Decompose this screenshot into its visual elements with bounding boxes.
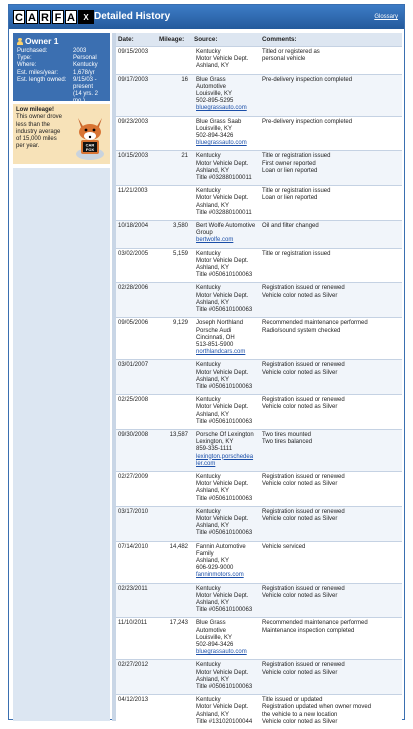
comment-line: Title or registration issued	[262, 188, 331, 195]
source-line: Motor Vehicle Dept.	[196, 369, 249, 376]
cell-mileage	[155, 660, 192, 694]
cell-date: 02/23/2011	[118, 585, 148, 592]
owner-field-row	[17, 77, 106, 84]
source-line: Motor Vehicle Dept.	[196, 257, 249, 264]
carfox-mascot-icon	[72, 110, 108, 162]
comment-line: Vehicle serviced	[262, 543, 306, 550]
cell-date: 02/27/2012	[118, 662, 149, 669]
source-website-link[interactable]: bluegrassauto.com	[196, 105, 247, 112]
source-line: Kentucky	[196, 153, 221, 160]
source-website-link[interactable]: northlandcars.com	[196, 349, 246, 356]
header-date: Date:	[118, 36, 134, 43]
logo-letter: A	[65, 10, 77, 24]
low-mileage-line: per year.	[16, 143, 40, 150]
table-row	[116, 429, 402, 471]
source-line: Ashland, KY	[196, 523, 230, 530]
comment-line: Vehicle color noted as Silver	[262, 669, 338, 676]
source-website-link[interactable]: bluegrassauto.com	[196, 140, 247, 147]
cell-comments	[260, 395, 402, 429]
cell-comments	[260, 47, 402, 74]
source-line: Title #050610100063	[196, 383, 253, 390]
cell-mileage: 13,587	[169, 431, 188, 438]
cell-mileage	[155, 695, 192, 729]
source-line: Blue Grass	[196, 620, 226, 627]
source-line: Ashland, KY	[196, 676, 230, 683]
cell-date: 07/14/2010	[118, 543, 149, 550]
source-line: Title #050610100063	[196, 272, 253, 279]
cell-mileage	[155, 117, 192, 151]
owner-field-value: 1,678/yr	[73, 69, 95, 76]
cell-comments	[260, 75, 402, 116]
cell-date: 09/05/2006	[118, 320, 149, 327]
low-mileage-line: This owner drove	[16, 114, 63, 121]
table-row	[116, 116, 402, 151]
source-line: Automotive	[196, 83, 227, 90]
source-line: Title #131020100044	[196, 718, 253, 725]
comment-line: Registration issued or renewed	[262, 662, 345, 669]
cell-comments	[260, 695, 402, 729]
cell-date: 10/15/2003	[118, 153, 149, 160]
comment-line: Two tires mounted	[262, 431, 312, 438]
cell-mileage	[155, 395, 192, 429]
comment-line: Pre-delivery inspection completed	[262, 76, 353, 83]
source-line: Motor Vehicle Dept.	[196, 404, 249, 411]
table-row	[116, 694, 402, 729]
page-title: Detailed History	[94, 11, 171, 22]
low-mileage-text	[16, 114, 74, 150]
owner-field-value: present	[73, 84, 94, 91]
source-line: Title #050610100063	[196, 307, 253, 314]
source-line: Cincinnati, OH	[196, 334, 235, 341]
comment-line: Loan or lien reported	[262, 195, 318, 202]
source-line: Motor Vehicle Dept.	[196, 56, 249, 63]
cell-source	[192, 660, 260, 694]
cell-date: 03/17/2010	[118, 508, 149, 515]
logo-letter: A	[26, 10, 38, 24]
source-line: Kentucky	[196, 49, 221, 55]
comment-line: the vehicle to a new location	[262, 711, 338, 718]
owner-field-label	[17, 84, 73, 91]
owner-fields	[17, 48, 106, 106]
source-line: Title #032880100011	[196, 175, 252, 182]
cell-mileage	[155, 472, 192, 506]
owner-field-label: Type:	[17, 55, 32, 62]
owner-title: Owner 1	[25, 36, 59, 46]
source-line: Kentucky	[196, 397, 221, 404]
source-website-link[interactable]: bertwolfe.com	[196, 237, 234, 244]
owner-field-row	[17, 48, 106, 55]
table-header	[116, 33, 402, 46]
source-line: Title #050610100063	[196, 530, 253, 537]
owner-field-label: Purchased:	[17, 48, 48, 54]
table-row	[116, 359, 402, 394]
comment-line: Radio/sound system checked	[262, 327, 341, 334]
source-website-link[interactable]: fanninmotors.com	[196, 572, 244, 579]
table-row	[116, 317, 402, 359]
owner-field-row	[17, 62, 106, 69]
owner-field-label: Est. length owned:	[17, 76, 67, 83]
cell-mileage	[155, 584, 192, 618]
comment-line: Two tires balanced	[262, 439, 313, 446]
low-mileage-line: of 15,000 miles	[16, 136, 57, 143]
source-line: Title #050610100063	[196, 607, 253, 614]
source-line: Porsche Audi	[196, 327, 232, 334]
comment-line: Registration issued or renewed	[262, 585, 345, 592]
source-line: Ashland, KY	[196, 488, 230, 495]
table-row	[116, 220, 402, 248]
left-column-background	[13, 168, 110, 721]
comment-line: Registration updated when owner moved	[262, 704, 372, 711]
header-comments: Comments:	[262, 36, 297, 43]
owner-field-label: Where:	[17, 62, 37, 69]
table-row	[116, 74, 402, 116]
owner-field-value: Personal	[73, 55, 97, 62]
source-line: Title #050610100063	[196, 418, 253, 425]
source-line: Ashland, KY	[196, 411, 230, 418]
cell-source	[192, 186, 260, 220]
source-line: 502-894-3426	[196, 642, 234, 649]
cell-mileage: 16	[181, 76, 188, 83]
cell-date: 09/15/2003	[118, 49, 149, 55]
source-line: Ashland, KY	[196, 202, 230, 209]
cell-mileage	[155, 507, 192, 541]
comment-line: Title or registration issued	[262, 153, 331, 160]
cell-mileage: 21	[181, 153, 188, 160]
owner-field-label: Est. miles/year:	[17, 69, 59, 76]
comment-line: Registration issued or renewed	[262, 285, 345, 292]
source-line: Fannin Automotive	[196, 543, 246, 550]
cell-comments	[260, 618, 402, 659]
cell-mileage	[155, 283, 192, 317]
cell-source	[192, 430, 260, 471]
comment-line: Registration issued or renewed	[262, 473, 345, 480]
source-line: Group	[196, 230, 213, 237]
cell-source	[192, 151, 260, 185]
source-line: 859-335-1111	[196, 446, 233, 453]
comment-line: Vehicle color noted as Silver	[262, 718, 338, 725]
logo-letter: X	[78, 10, 94, 24]
table-row	[116, 185, 402, 220]
mascot-text-bottom: FOX	[85, 147, 95, 152]
cell-comments	[260, 151, 402, 185]
comment-line: Registration issued or renewed	[262, 508, 345, 515]
source-line: Kentucky	[196, 697, 221, 704]
cell-source	[192, 360, 260, 394]
source-line: 513-851-5900	[196, 341, 234, 348]
source-line: Joseph Northland	[196, 320, 244, 327]
comment-line: Vehicle color noted as Silver	[262, 481, 338, 488]
source-website-link[interactable]: lexington.porschedea ler.com	[196, 453, 254, 467]
cell-date: 11/10/2011	[118, 620, 148, 627]
cell-date: 09/30/2008	[118, 431, 149, 438]
source-line: Porsche Of Lexington	[196, 431, 254, 438]
source-line: Automotive	[196, 627, 227, 634]
logo-letter: F	[52, 10, 64, 24]
cell-mileage	[155, 186, 192, 220]
cell-date: 10/18/2004	[118, 223, 149, 230]
source-line: Title #050610100063	[196, 495, 253, 502]
cell-comments	[260, 507, 402, 541]
comment-line: Titled or registered as	[262, 49, 320, 55]
source-line: Motor Vehicle Dept.	[196, 515, 249, 522]
cell-source	[192, 695, 260, 729]
carfax-logo	[13, 10, 95, 24]
source-line: Ashland, KY	[196, 299, 230, 306]
source-line: Louisville, KY	[196, 634, 233, 641]
source-line: Motor Vehicle Dept.	[196, 669, 249, 676]
source-line: Ashland, KY	[196, 63, 230, 70]
cell-comments	[260, 186, 402, 220]
table-row	[116, 394, 402, 429]
comment-line: Recommended maintenance performed	[262, 620, 368, 627]
cell-mileage: 3,580	[172, 223, 188, 230]
logo-letter: C	[13, 10, 25, 24]
cell-comments	[260, 660, 402, 694]
owner-field-value: 2003	[73, 48, 87, 54]
source-line: 502-894-3426	[196, 133, 234, 140]
header-bar	[9, 5, 404, 29]
source-line: Kentucky	[196, 473, 221, 480]
cell-comments	[260, 360, 402, 394]
cell-source	[192, 584, 260, 618]
cell-mileage	[155, 360, 192, 394]
cell-date: 09/23/2003	[118, 118, 149, 125]
cell-mileage: 5,159	[172, 250, 188, 257]
table-row	[116, 471, 402, 506]
cell-mileage	[155, 47, 192, 74]
cell-comments	[260, 542, 402, 583]
report-frame	[8, 4, 405, 725]
source-line: Kentucky	[196, 662, 221, 669]
cell-comments	[260, 117, 402, 151]
source-line: Kentucky	[196, 285, 221, 292]
table-row	[116, 541, 402, 583]
cell-mileage: 9,129	[172, 320, 188, 327]
cell-mileage: 17,243	[169, 620, 188, 627]
comment-line: First owner reported	[262, 160, 316, 167]
source-line: Ashland, KY	[196, 376, 230, 383]
cell-comments	[260, 430, 402, 471]
glossary-link[interactable]: Glossary	[374, 14, 398, 20]
comment-line: Maintenance inspection completed	[262, 627, 355, 634]
cell-source	[192, 283, 260, 317]
source-line: Motor Vehicle Dept.	[196, 292, 249, 299]
comment-line: Vehicle color noted as Silver	[262, 515, 338, 522]
comment-line: Vehicle color noted as Silver	[262, 592, 338, 599]
cell-date: 03/02/2005	[118, 250, 149, 257]
owner-field-value: (14 yrs. 2 mo.)	[73, 91, 99, 105]
table-body	[116, 46, 402, 729]
comment-line: Title or registration issued	[262, 250, 331, 257]
source-line: Ashland, KY	[196, 557, 230, 564]
source-line: Motor Vehicle Dept.	[196, 160, 249, 167]
cell-comments	[260, 283, 402, 317]
cell-date: 03/01/2007	[118, 362, 149, 369]
cell-source	[192, 507, 260, 541]
table-row	[116, 506, 402, 541]
source-line: Louisville, KY	[196, 125, 233, 132]
source-line: 606-929-9000	[196, 565, 234, 572]
source-line: Kentucky	[196, 508, 221, 515]
source-line: Kentucky	[196, 250, 221, 257]
source-line: Title #050610100063	[196, 684, 253, 691]
owner-summary	[13, 33, 110, 105]
source-line: Ashland, KY	[196, 600, 230, 606]
source-website-link[interactable]: bluegrassauto.com	[196, 649, 247, 656]
cell-source	[192, 318, 260, 359]
table-row	[116, 617, 402, 659]
cell-source	[192, 249, 260, 283]
low-mileage-heading: Low mileage!	[16, 107, 55, 113]
comment-line: Pre-delivery inspection completed	[262, 118, 353, 125]
cell-date: 11/21/2003	[118, 188, 148, 195]
cell-comments	[260, 249, 402, 283]
mascot-text-top: CAR	[85, 142, 95, 148]
cell-date: 09/17/2003	[118, 76, 149, 83]
owner-field-row	[17, 55, 106, 62]
cell-date: 04/12/2013	[118, 697, 149, 704]
cell-source	[192, 117, 260, 151]
source-line: Family	[196, 550, 214, 557]
cell-source	[192, 395, 260, 429]
table-row	[116, 248, 402, 283]
table-row	[116, 46, 402, 74]
source-line: Motor Vehicle Dept.	[196, 592, 249, 599]
table-row	[116, 282, 402, 317]
source-line: 502-895-5295	[196, 98, 234, 105]
owner-field-value: Kentucky	[73, 62, 98, 69]
table-row	[116, 659, 402, 694]
comment-line: Registration issued or renewed	[262, 397, 345, 404]
comment-line: Title issued or updated	[262, 697, 323, 704]
comment-line: Registration issued or renewed	[262, 362, 345, 369]
history-table	[116, 33, 402, 729]
source-line: Motor Vehicle Dept.	[196, 195, 249, 202]
table-row	[116, 150, 402, 185]
source-line: Louisville, KY	[196, 91, 233, 98]
table-row	[116, 583, 402, 618]
source-line: Ashland, KY	[196, 265, 230, 272]
cell-comments	[260, 472, 402, 506]
cell-source	[192, 472, 260, 506]
comment-line: Vehicle color noted as Silver	[262, 292, 338, 299]
source-line: Ashland, KY	[196, 167, 230, 174]
cell-source	[192, 618, 260, 659]
comment-line: Oil and filter changed	[262, 223, 319, 230]
cell-comments	[260, 584, 402, 618]
cell-comments	[260, 221, 402, 248]
cell-comments	[260, 318, 402, 359]
source-line: Title #032880100011	[196, 209, 252, 216]
low-mileage-line: industry average	[16, 128, 61, 135]
cell-source	[192, 47, 260, 74]
comment-line: Vehicle color noted as Silver	[262, 404, 338, 411]
owner-field-value: 9/15/03 -	[73, 76, 97, 83]
comment-line: Loan or lien reported	[262, 167, 318, 174]
source-line: Motor Vehicle Dept.	[196, 704, 249, 711]
low-mileage-line: less than the	[16, 121, 51, 128]
source-line: Kentucky	[196, 362, 221, 369]
source-line: Kentucky	[196, 188, 221, 195]
logo-letter: R	[39, 10, 51, 24]
cell-date: 02/28/2006	[118, 285, 149, 292]
cell-mileage: 14,482	[169, 543, 188, 550]
cell-source	[192, 542, 260, 583]
owner-field-row	[17, 84, 106, 91]
cell-date: 02/25/2008	[118, 397, 149, 404]
source-line: Motor Vehicle Dept.	[196, 481, 249, 488]
header-mileage: Mileage:	[159, 36, 185, 43]
low-mileage-note	[13, 104, 110, 164]
cell-source	[192, 75, 260, 116]
comment-line: Vehicle color noted as Silver	[262, 369, 338, 376]
owner-heading	[17, 36, 106, 46]
person-icon	[17, 38, 23, 45]
comment-line: personal vehicle	[262, 56, 306, 63]
cell-date: 02/27/2009	[118, 473, 149, 480]
source-line: Blue Grass	[196, 76, 226, 83]
cell-source	[192, 221, 260, 248]
source-line: Ashland, KY	[196, 711, 230, 718]
source-line: Bert Wolfe Automotive	[196, 223, 256, 230]
owner-field-row	[17, 70, 106, 77]
header-source: Source:	[194, 36, 218, 43]
source-line: Lexington, KY	[196, 439, 234, 446]
comment-line: Recommended maintenance performed	[262, 320, 368, 327]
source-line: Blue Grass Saab	[196, 118, 242, 125]
source-line: Kentucky	[196, 585, 221, 592]
